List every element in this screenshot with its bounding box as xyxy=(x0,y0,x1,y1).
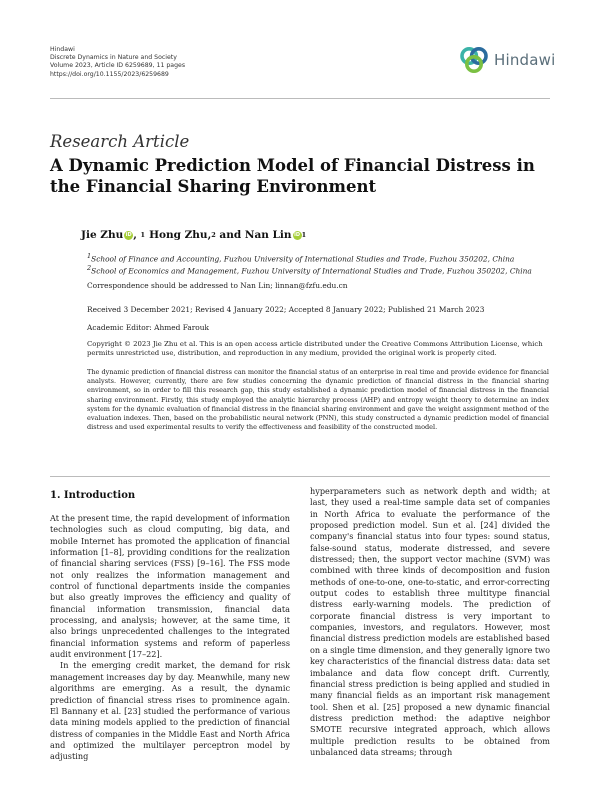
affiliation-2: 2School of Economics and Management, Fuzhou University of International Studies and Trade, Fuzhou 350202, China xyxy=(87,263,532,276)
author-separator: and xyxy=(215,229,245,241)
author-name: Jie Zhu xyxy=(81,229,124,241)
doi-link[interactable]: https://doi.org/10.1155/2023/6259689 xyxy=(50,70,169,78)
hindawi-logo xyxy=(458,40,558,80)
orcid-icon[interactable]: iD xyxy=(125,231,132,238)
logo-text: Hindawi xyxy=(494,51,556,69)
body-column-left xyxy=(50,489,290,763)
correspondence: Correspondence should be addressed to Nan Lin; linnan@fzfu.edu.cn xyxy=(87,281,348,290)
section-heading: 1. Introduction xyxy=(50,490,136,501)
paragraph: In the emerging credit market, the demand for risk management increases day by day. Meanwhile, many new algorithms are emerging. As a result, the dynamic prediction of financial stress rises to prominence again. El Bannany et al. [23] studied the performance of various data mining models applied to the prediction of financial distress of companies in the Middle East and North Africa and optimized the multilayer perceptron model by adjusting xyxy=(50,660,290,762)
publisher-name: Hindawi xyxy=(50,46,75,53)
journal-name: Discrete Dynamics in Nature and Society xyxy=(50,54,177,62)
orcid-icon[interactable]: iD xyxy=(294,231,300,238)
author-affil-sup: 1 xyxy=(301,231,307,239)
academic-editor: Academic Editor: Ahmed Farouk xyxy=(87,323,209,332)
body-column-right xyxy=(310,486,550,758)
volume-line: Volume 2023, Article ID 6259689, 11 pages xyxy=(50,62,186,70)
article-dates: Received 3 December 2021; Revised 4 January 2022; Accepted 8 January 2022; Published 21 March 2023 xyxy=(87,305,485,314)
paragraph: hyperparameters such as network depth and width; at last, they used a real-time sample data set of companies in North Africa to evaluate the performance of the proposed prediction model. Sun et al. [24] divided the company's financial status into four types: sound status, false-sound status, moderate distressed, and severe distressed; then, the support vector machine (SVM) was combined with three kinds of decomposition and fusion methods of one-to-one, one-to-static, and error-correcting output codes to establish three multitype financial distress early-warning models. The prediction of corporate financial distress is very important to companies, investors, and regulators. However, most financial distress prediction models are established based on a single time dimension, and they generally ignore two key characteristics of the financial distress data: data set imbalance and data flow concept drift. Currently, financial stress prediction is being applied and studied in many financial fields as an important risk management tool. Shen et al. [25] proposed a new dynamic financial distress prediction method: the adaptive neighbor SMOTE recursive integrated approach, which allows multiple prediction results to be obtained from unbalanced data streams; through xyxy=(310,486,550,757)
journal-meta xyxy=(50,46,185,79)
author-affil-sup: 2 xyxy=(211,231,216,239)
author-affil-sup: 1 xyxy=(140,231,146,239)
copyright-notice: Copyright © 2023 Jie Zhu et al. This is an open access article distributed under the Creative Commons Attribution License, which permits unrestricted use, distribution, and reproduction in any medium, provided the original work is properly cited. xyxy=(87,340,543,358)
abstract: The dynamic prediction of financial distress can monitor the financial status of an enterprise in real time and provide evidence for financial analysts. However, currently, there are few studies concerning the dynamic prediction of financial distress in the financial sharing environment, so in order to fill this research gap, this study established a dynamic prediction model of financial distress in the financial sharing environment. Firstly, this study employed the analytic hierarchy process (AHP) and entropy weight theory to determine an index system for the dynamic evaluation of financial distress in the financial sharing environment and gave the weight assignment method of the evaluation indexes. Then, based on the probabilistic neural network (PNN), this study constructed a dynamic prediction model of financial distress and used experimental results to verify the effectiveness and feasibility of the constructed model. xyxy=(87,368,549,432)
paragraph: At the present time, the rapid development of information technologies such as cloud computing, big data, and mobile Internet has promoted the application of financial information [1–8], providing conditions for the realization of financial sharing services (FSS) [9–16]. The FSS mode not only realizes the information management and control of functional departments inside the companies but also greatly improves the efficiency and quality of financial information transmission, financial data processing, and analysis; however, at the same time, it also brings unprecedented challenges to the integrated financial information systems and reform of paperless audit environment [17–22]. xyxy=(50,513,290,660)
author-name: Nan Lin xyxy=(244,229,292,241)
author-separator: , xyxy=(133,229,141,241)
article-title: A Dynamic Prediction Model of Financial Distress in the Financial Sharing Environment xyxy=(50,156,535,196)
author-list xyxy=(81,229,306,241)
header-divider xyxy=(50,98,550,99)
affiliations xyxy=(87,252,557,276)
article-type: Research Article xyxy=(50,132,190,151)
author-name: Hong Zhu, xyxy=(149,229,212,241)
affiliation-1: 1School of Finance and Accounting, Fuzhou University of International Studies and Trade, Fuzhou 350202, China xyxy=(87,252,515,264)
abstract-divider xyxy=(50,476,550,477)
hindawi-logo-icon xyxy=(458,44,490,76)
